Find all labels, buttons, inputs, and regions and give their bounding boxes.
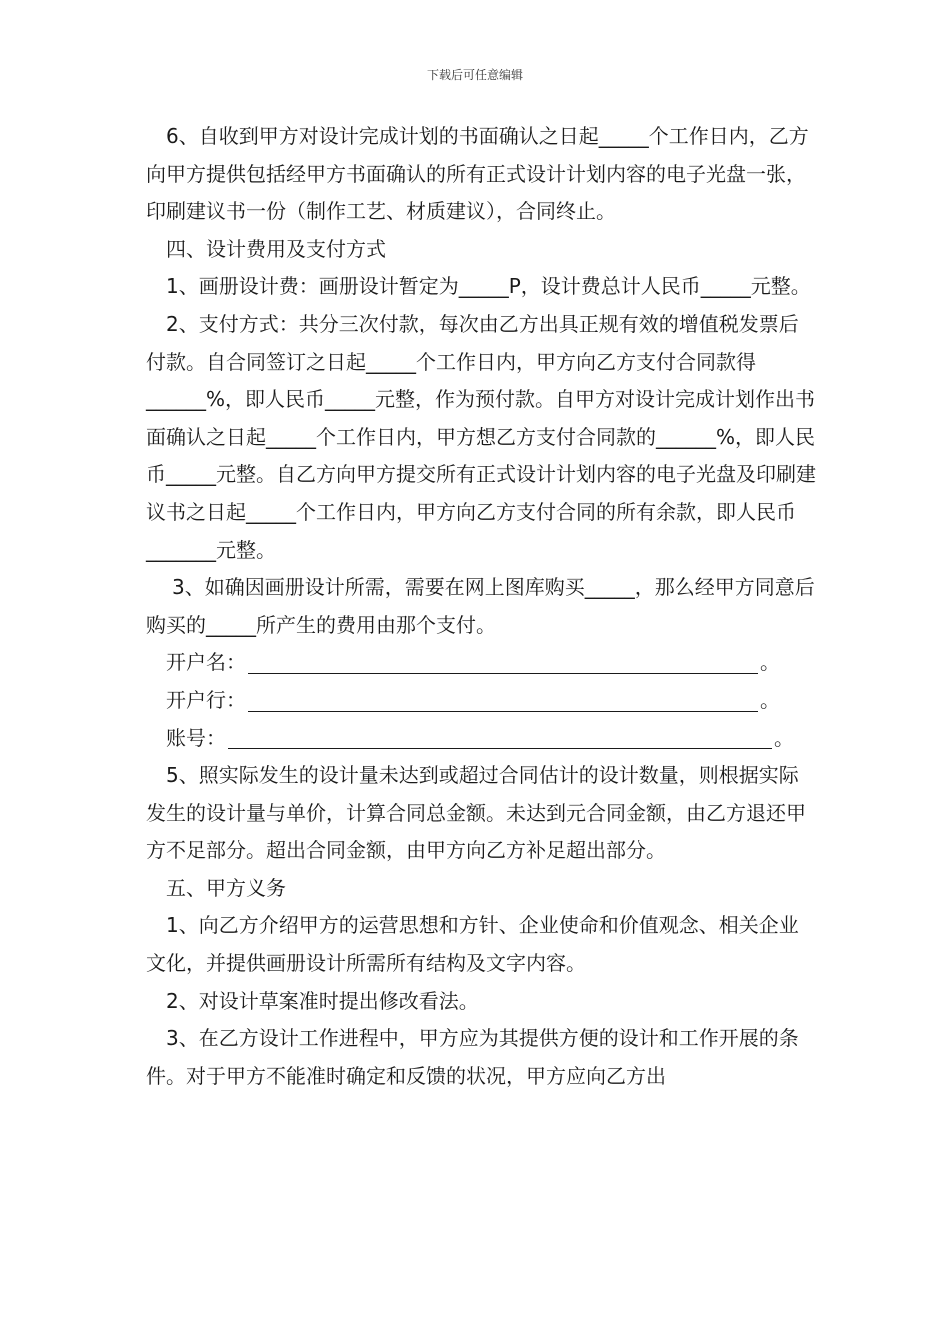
account-bank-label: 开户行：	[166, 687, 246, 712]
clause-4-3: 3、如确因画册设计所需，需要在网上图库购买_____，那么经甲方同意后购买的_____所产生的费用由那个支付。	[146, 575, 815, 637]
page-header: 下载后可任意编辑	[426, 68, 523, 82]
clause-5-2: 2、对设计草案准时提出修改看法。	[166, 988, 479, 1013]
account-number-blank	[228, 726, 772, 749]
account-name-label: 开户名：	[166, 650, 246, 675]
account-name-blank	[248, 651, 758, 674]
account-bank-line	[146, 682, 818, 720]
account-number-line	[146, 720, 818, 758]
section-5-heading: 五、甲方义务	[166, 875, 286, 900]
account-number-label: 账号：	[166, 725, 226, 750]
document-body	[146, 118, 818, 1095]
account-name-line	[146, 644, 818, 682]
clause-5-3: 3、在乙方设计工作进程中，甲方应为其提供方便的设计和工作开展的条件。对于甲方不能准时确定和反馈的状况，甲方应向乙方出	[146, 1026, 799, 1088]
clause-4-2: 2、支付方式：共分三次付款，每次由乙方出具正规有效的增值税发票后付款。自合同签订之日起_____个工作日内，甲方向乙方支付合同款得______%，即人民币_____元整，作为预付款。自甲方对设计完成计划作出书面确认之日起_____个工作日内，甲方想乙方支付合同款的______%，即人民币_____元整。自乙方向甲方提交所有正式设计计划内容的电子光盘及印刷建议书之日起_____个工作日内，甲方向乙方支付合同的所有余款，即人民币_______元整。	[146, 311, 816, 562]
clause-4-1: 1、画册设计费：画册设计暂定为_____P，设计费总计人民币_____元整。	[166, 274, 811, 299]
account-name-end: 。	[760, 650, 780, 675]
clause-3-6: 6、自收到甲方对设计完成计划的书面确认之日起_____个工作日内，乙方向甲方提供包括经甲方书面确认的所有正式设计计划内容的电子光盘一张，印刷建议书一份（制作工艺、材质建议），合同终止。	[146, 124, 809, 224]
section-4-heading: 四、设计费用及支付方式	[166, 236, 386, 261]
clause-4-5: 5、照实际发生的设计量未达到或超过合同估计的设计数量，则根据实际发生的设计量与单价，计算合同总金额。未达到元合同金额，由乙方退还甲方不足部分。超出合同金额，由甲方向乙方补足超出部分。	[146, 763, 806, 863]
account-number-end: 。	[774, 725, 794, 750]
account-bank-end: 。	[760, 687, 780, 712]
clause-5-1: 1、向乙方介绍甲方的运营思想和方针、企业使命和价值观念、相关企业文化，并提供画册设计所需所有结构及文字内容。	[146, 913, 799, 976]
account-bank-blank	[248, 689, 758, 712]
